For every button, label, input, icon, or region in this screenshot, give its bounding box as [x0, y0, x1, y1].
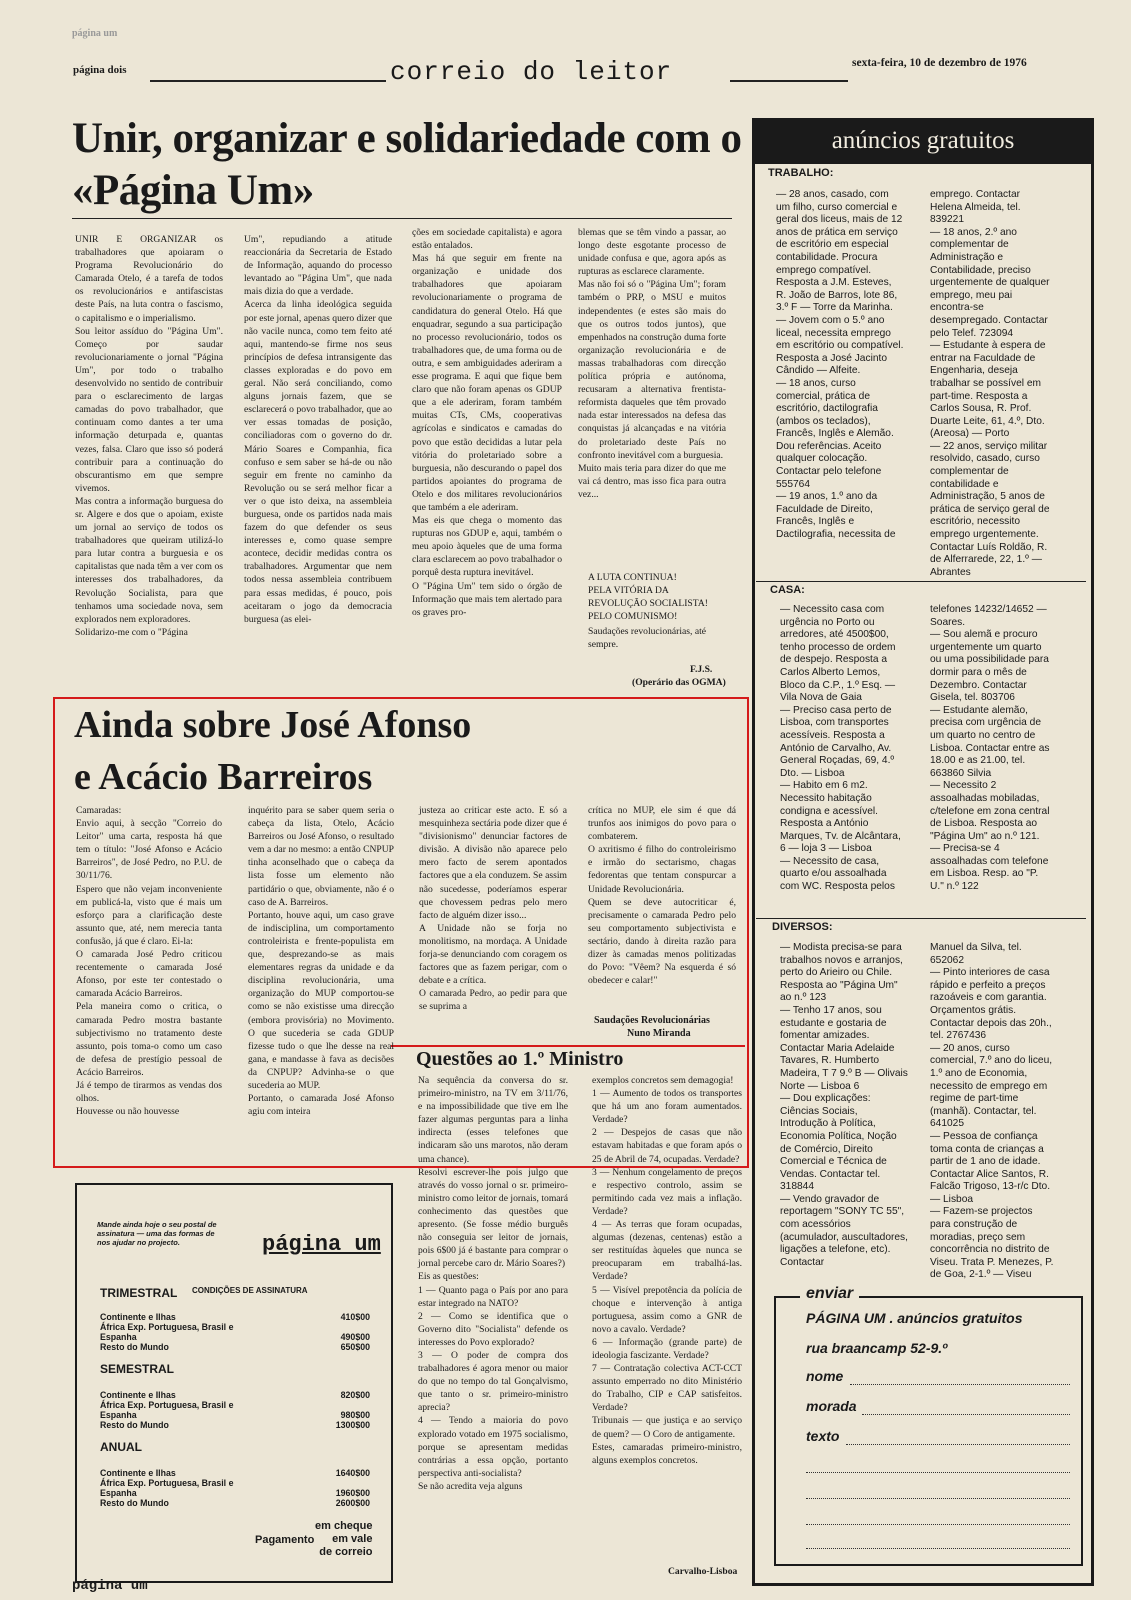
- price-label: Resto do Mundo: [100, 1342, 169, 1352]
- article1-headline: Unir, organizar e solidariedade com o «Página Um»: [72, 115, 742, 214]
- coupon-field-address: morada: [806, 1398, 857, 1414]
- price-value: 980$00: [340, 1410, 370, 1420]
- article1-closing: Saudações revolucionárias, até sempre.: [588, 626, 707, 650]
- coupon-address: rua braancamp 52-9.º: [806, 1340, 948, 1356]
- price-label: África Exp. Portuguesa, Brasil e Espanha: [100, 1478, 234, 1498]
- article1-signature-org: (Operário das OGMA): [632, 677, 726, 688]
- price-value: 2600$00: [335, 1498, 370, 1508]
- price-value: 1300$00: [335, 1420, 370, 1430]
- ads-diversos-col2: Manuel da Silva, tel. 652062 — Pinto interiores de casa rápido e perfeito a preços razoáveis e com garantia. Orçamentos grátis. Contactar depois das 20h., tel. 2767436 — 20 anos, curso comercial, 7.º ano do liceu, 1.º ano de Economia, necessito de emprego em regime de part-time (manhã). Contactar, tel. 641025 — Pessoa de confiança toma conta de crianças a partir de 1 ano de idade. Contactar Alice Santos, R. Falcão Trigoso, 13-r/c Dto. — Lisboa — Fazem-se projectos para construção de moradias, preço sem concorrência no distrito de Viseu. Trata P. Menezes, P. de Goa, 2-1.º — Viseu: [930, 942, 1054, 1281]
- top-left-mark: página um: [72, 28, 118, 39]
- price-value: 1640$00: [335, 1468, 370, 1478]
- ads-section-casa: CASA:: [770, 584, 805, 596]
- coupon-field-name: nome: [806, 1368, 844, 1384]
- footer-logo: página um: [72, 1578, 148, 1594]
- ads-diversos-col1: — Modista precisa-se para trabalhos novos e arranjos, perto do Arieiro ou Chile. Resposta ao "Página Um" ao n.º 123 — Tenho 17 anos, sou estudante e gostaria de fomentar amizades. Contactar Maria Adelaide Tavares, R. Humberto Madeira, T 7 9.º B — Olivais Norte — Lisboa 6 — Dou explicações: Ciências Sociais, Introdução à Política, Economia Política, Noção de Comércio, Direito Comercial e Técnica de Vendas. Contactar tel. 318844 — Vendo gravador de reportagem "SONY TC 55", com acessórios (acumulador, auscultadores, ligações a telefone, etc). Contactar: [780, 942, 908, 1268]
- price-label: Resto do Mundo: [100, 1420, 169, 1430]
- article2-signature: Nuno Miranda: [627, 1028, 691, 1039]
- price-label: Continente e Ilhas: [100, 1468, 176, 1478]
- article3-headline: Questões ao 1.º Ministro: [416, 1048, 624, 1070]
- price-label: Resto do Mundo: [100, 1498, 169, 1508]
- ads-casa-col1: — Necessito casa com urgência no Porto ou arredores, até 4500$00, tenho processo de ordem de despejo. Resposta a Carlos Alberto Lemos, Bloco da C.P., 1.º Esq. — Vila Nova de Gaia — Preciso casa perto de Lisboa, com transportes acessíveis. Resposta a António de Carvalho, Av. General Roçadas, 69, 4.º Dto. — Lisboa — Habito em 6 m2. Necessito habitação condigna e acessível. Resposta a António Marques, Tv. de Alcântara, 6 — loja 3 — Lisboa — Necessito de casa, quarto e/ou assoalhada com WC. Resposta pelos: [780, 604, 901, 893]
- coupon-line1: PÁGINA UM . anúncios gratuitos: [806, 1310, 1023, 1326]
- article2-headline-line1: Ainda sobre José Afonso: [74, 704, 472, 746]
- subscription-block-title: ANUAL: [100, 1440, 142, 1454]
- article1-signature: F.J.S.: [690, 664, 713, 675]
- subscription-logo: página um: [262, 1232, 381, 1257]
- price-value: 820$00: [340, 1390, 370, 1400]
- article1-col1: UNIR E ORGANIZAR os trabalhadores que apoiaram o Programa Revolucionário do Camarada Otelo, é a tarefa de todos os revolucionários e antifascistas deste País, na luta contra o fascismo, o capitalismo e o imperialismo. Sou leitor assíduo do "Página Um". Começo por saudar revolucionariamente o jornal "Página Um", por todo o trabalho desenvolvido no sentido de contribuir para o esclarecimento de largas camadas do povo trabalhador, que continuam como dantes a ter uma informação deturpada e, quantas vezes, falsa. Claro que isso só poderá contribuir para a continuação do obscurantismo em que sempre vivemos. Mas contra a informação burguesa do sr. Algere e dos que o apoiam, existe um jornal ao serviço de todos os trabalhadores que queiram utilizá-lo para lutar contra a burguesia e os capitalistas que nada têm a ver com os interesses dos trabalhadores, da Revolução Socialista, para que tenhamos uma sociedade nova, sem explorados nem exploradores. Solidarizo-me com o "Página: [75, 234, 223, 638]
- ads-section-trabalho: TRABALHO:: [768, 167, 834, 179]
- coupon-text-line[interactable]: [806, 1548, 1070, 1549]
- subscription-block-title: TRIMESTRAL: [100, 1286, 178, 1300]
- ads-casa-col2: telefones 14232/14652 — Soares. — Sou alemã e procuro urgentemente um quarto ou uma possibilidade para dormir para o mês de Dezembro. Contactar Gisela, tel. 803706 — Estudante alemão, precisa com urgência de um quarto no centro de Lisboa. Contactar entre as 18.00 e as 21.00, tel. 663860 Silvia — Necessito 2 assoalhadas mobiladas, c/telefone em zona central de Lisboa. Resposta ao "Página Um" ao n.º 121. — Precisa-se 4 assoalhadas com telefone em Lisboa. Resp. ao "P. U." n.º 122: [930, 604, 1050, 893]
- article2-col1: Camaradas: Envio aqui, à secção "Correio do Leitor" uma carta, resposta há que tem o título: "José Afonso e Acácio Barreiros", de José Pedro, no P.U. de 30/11/76. Espero que não vejam inconveniente em publicá-la, visto que é mais um esforço para a clarificação deste assunto que, até, nem merecia tanta confusão, já que é claro. Ei-la: O camarada José Pedro criticou recentemente o camarada José Afonso, por este ter contestado o camarada Acácio Barreiros. Pela maneira como o critica, o camarada Pedro mostra bastante subjectivismo no tratamento deste assunto, pois toma-o como um caso de defesa de prestígio pessoal de Acácio Barreiros. Já é tempo de tirarmos as vendas dos olhos. Houvesse ou não houvesse: [76, 805, 222, 1118]
- ads-title: anúncios gratuitos: [752, 118, 1094, 164]
- subscription-block-title: SEMESTRAL: [100, 1362, 175, 1376]
- ads-section-diversos: DIVERSOS:: [772, 921, 833, 933]
- article1-col4: blemas que se têm vindo a passar, ao longo deste esgotante processo de unidade confusa e que, agora após as rupturas as esclarece claramente. Mas não foi só o "Página Um"; foram também o PRP, o MSU e muitos independentes (e estes são mais do que os outros todos juntos), que empenhados na construção duma forte organização revolucionária e de massas trabalhadoras com direcção política própria e autónoma, recusaram a alternativa frentista-reformista daqueles que têm provado nada estar interessados na defesa das conquistas já alcançadas e na vitória do proletariado deste País no confronto inevitável com a burguesia. Muito mais teria para dizer do que me vai cá dentro, mas isso fica para outra vez...: [578, 227, 726, 500]
- subscription-note: Mande ainda hoje o seu postal de assinatura — uma das formas de nos ajudar no projecto.: [97, 1220, 217, 1247]
- coupon-address-line[interactable]: [862, 1414, 1070, 1415]
- price-value: 490$00: [340, 1332, 370, 1342]
- price-label: África Exp. Portuguesa, Brasil e Espanha: [100, 1322, 234, 1342]
- article3-col2: exemplos concretos sem demagogia! 1 — Aumento de todos os transportes que há um ano foram aumentados. Verdade? 2 — Despejos de casas que não estavam habitadas e que foram após o 25 de Abril de 74, ocupadas. Verdade? 3 — Nenhum congelamento de preços e respectivo controlo, assim se permitindo cada vez mais a inflação. Verdade? 4 — As terras que foram ocupadas, algumas (dezenas, centenas) estão a ser restituídas àqueles que nunca se preocuparam em trabalhá-las. Verdade? 5 — Visível prepotência da polícia de choque e intervenção à antiga portuguesa, assim como a GNR de novo a cavalo. Verdade? 6 — Informação (grande parte) de ideologia fascizante. Verdade? 7 — Contratação colectiva ACT-CCT assunto emperrado no dito Ministério do Trabalho, CIP e CAP satisfeitos. Verdade? Tribunais — que justiça e ao serviço de quem? — O Coro de antigamente. Estes, camaradas primeiro-ministro, alguns exemplos concretos.: [592, 1075, 742, 1466]
- header-date: sexta-feira, 10 de dezembro de 1976: [852, 57, 1027, 69]
- price-label: Continente e Ilhas: [100, 1390, 176, 1400]
- price-label: África Exp. Portuguesa, Brasil e Espanha: [100, 1400, 234, 1420]
- subscription-conditions: CONDIÇÕES DE ASSINATURA: [192, 1286, 308, 1295]
- coupon-text-line[interactable]: [846, 1444, 1070, 1445]
- article2-closing: Saudações Revolucionárias: [594, 1015, 710, 1026]
- price-label: Continente e Ilhas: [100, 1312, 176, 1322]
- coupon-text-line[interactable]: [806, 1524, 1070, 1525]
- page-title: correio do leitor: [390, 57, 673, 87]
- payment-options: em cheque em vale de correio: [315, 1520, 373, 1558]
- article2-col2: inquérito para se saber quem seria o cabeça da lista, Otelo, Acácio Barreiros ou José Afonso, o resultado vem a dar no mesmo: a então CNPUP tinha aconselhado que o cabeça da lista fosse um elemento não partidário o que, obviamente, não é o caso de A. Barreiros. Portanto, houve aqui, um caso grave de indisciplina, um comportamento controleirista e frente-populista em que, desprezando-se as mais elementares regras da unidade e da disciplina revolucionária, uma organização do MUP comportou-se como se não existisse uma direcção (embora provisória) no Movimento. O que sucederia se cada GDUP fizesse tudo o que lhe desse na real gana, e mandasse à fava as decisões da CNPUP? Advinha-se o que sucederia ao MUP. Portanto, o camarada José Afonso agiu com inteira: [248, 805, 394, 1118]
- article1-col2: Um", repudiando a atitude reaccionária da Secretaria de Estado de Informação, aquando do processo levantado ao "Página Um", que nada mais dizia do que a verdade. Acerca da linha ideológica seguida por este jornal, apenas quero dizer que não vacile nunca, como tem feito até aqui, mantendo-se firme nos seus princípios de defesa intransigente das classes exploradas e do povo em geral. Não será conciliando, como alguns jornais fazem, que se esclarecerá o povo trabalhador, que ao ver essas tomadas de posição, conciliadoras com o governo do dr. Mário Soares e Companhia, fica confuso e sem saber se há-de ou não seguir em frente no caminho da Revolução ou se será melhor ficar a ver o que isto deixa, na assembleia burguesa, onde os partidos nada mais fazem do que defender os seus interesses e, como quase sempre acontece, decidir medidas contra os trabalhadores. Argumentar que nem todos nessa assembleia contribuem para essas medidas, é pouco, pois aceitaram o jogo da democracia burguesa (as elei-: [244, 234, 392, 625]
- article1-slogan: A LUTA CONTINUA! PELA VITÓRIA DA REVOLUÇÃO SOCIALISTA! PELO COMUNISMO!: [588, 572, 708, 622]
- coupon-text-line[interactable]: [806, 1498, 1070, 1499]
- article2-col3: justeza ao criticar este acto. E só a mesquinheza sectária pode dizer que é "divisionismo" denunciar factores de divisão. A divisão não aparece pelo mero facto de serem apontados factores que a ela conduzem. Se assim não sucedesse, poderíamos esperar que chovessem pedras pelo mero facto de alguém dizer isso... A Unidade não se forja no monolitismo, na mordaça. A Unidade forja-se denunciando com coragem os factores que as fazem perigar, com o debate e a crítica. O camarada Pedro, ao pedir para que se suprima a: [419, 805, 567, 1013]
- payment-label: Pagamento: [255, 1534, 315, 1546]
- article1-col3: ções em sociedade capitalista) e agora estão entalados. Mas há que seguir em frente na organização e unidade dos trabalhadores que apoiaram revolucionariamente o programa de candidatura do general Otelo. Há que enquadrar, segundo a sua participação no processo revolucionário, todos os trabalhadores que, de uma forma ou de outra, e sem ambiguidades aderiram a esse programa. E aqui que fique bem claro que não foram apenas os GDUP que a ele aderiram, foram também muitas CTs, CMs, cooperativas agrícolas e sindicatos e camadas do povo que estão decididas a lutar pela vitória do proletariado sobre a burguesia, não descurando o papel dos partidos apoiantes do programa de Otelo e dos militares revolucionários que também a ele aderiram. Mas eis que chega o momento das rupturas nos GDUP e, aqui, também o meu apoio àqueles que de uma forma clara esclarecem ao povo trabalhador o porquê desta ruptura inevitável. O "Página Um" tem sido o órgão de Informação que mais tem alertado para os graves pro-: [412, 227, 562, 618]
- coupon-send: enviar: [800, 1285, 859, 1303]
- price-value: 1960$00: [335, 1488, 370, 1498]
- price-value: 410$00: [340, 1312, 370, 1322]
- ads-trabalho-col2: emprego. Contactar Helena Almeida, tel. 839221 — 18 anos, 2.º ano complementar de Administração e Contabilidade, preciso urgentemente de qualquer emprego, meu pai encontra-se desempregado. Contactar pelo Telef. 723094 — Estudante à espera de entrar na Faculdade de Engenharia, deseja trabalhar se possível em part-time. Resposta a Carlos Sousa, R. Prof. Duarte Leite, 61, 4.º, Dto. (Areosa) — Porto — 22 anos, serviço militar resolvido, casado, curso complementar de contabilidade e Administração, 5 anos de prática de serviço geral de escritório, necessito emprego urgentemente. Contactar Luís Roldão, R. de Alferrarede, 22, 1.º — Abrantes: [930, 189, 1050, 578]
- article3-col1: Na sequência da conversa do sr. primeiro-ministro, na TV em 3/11/76, e na impossibilidade que tive em lhe fazer algumas perguntas para a linha indirecta (esses telefones que indicaram são uns marotos, não deram uma chance). Resolvi escrever-lhe pois julgo que através do vosso jornal o sr. primeiro-ministro como leitor de jornais, tomará conhecimento das questões que apresento. (Se fosse médio burguês não conseguia ser leitor de jornais, pois 6$00 já é bastante para comprar o jornal percebe caro dr. Mário Soares?) Eis as questões: 1 — Quanto paga o País por ano para estar integrado na NATO? 2 — Como se identifica que o Governo dito "Socialista" defende os interesses do Povo explorado? 3 — O poder de compra dos trabalhadores é agora menor ou maior do que no tempo do tal Gonçalvismo, que tanto o sr. primeiro-ministro apreciа? 4 — Tendo a maioria do povo explorado votado em 1975 socialismo, porque se apresentam medidas contrárias a essa opção, portanto perspectiva anti-socialista? Se não acredita veja alguns: [418, 1075, 568, 1492]
- article2-col4: crítica no MUP, ele sim é que dá trunfos aos inimigos do povo para o combaterem. O axritismo é filho do controleirismo e irmão do sectarismo, chagas fedorentas que tentam conspurcar a Unidade Revolucionária. Quem se deve autocriticar é, precisamente o camarada Pedro pelo seu comportamento subjectivista e sectário, dando à direita razão para dizer às camadas menos politizadas do Povo: "Vêem? Na esquerda é só obedecer e calar!": [588, 805, 736, 987]
- price-value: 650$00: [340, 1342, 370, 1352]
- coupon-name-line[interactable]: [850, 1384, 1070, 1385]
- article3-signature: Carvalho-Lisboa: [668, 1566, 738, 1577]
- ads-trabalho-col1: — 28 anos, casado, com um filho, curso comercial e geral dos liceus, mais de 12 anos de prática em serviço de escritório em especial contabilidade. Procura emprego compatível. Resposta a J.M. Esteves, R. João de Barros, lote 86, 3.º F — Torre da Marinha. — Jovem com o 5.º ano liceal, necessita emprego em escritório ou compatível. Resposta a José Jacinto Cândido — Alfeite. — 18 anos, curso comercial, prática de escritório, dactilografia (ambos os teclados), Francês, Inglês e Alemão. Dou referências. Aceito qualquer colocação. Contactar pelo telefone 555764 — 19 anos, 1.º ano da Faculdade de Direito, Francês, Inglês e Dactilografia, necessita de: [776, 189, 904, 541]
- article2-headline-line2: e Acácio Barreiros: [74, 756, 373, 798]
- section-label: página dois: [73, 64, 127, 76]
- coupon-field-text: texto: [806, 1428, 840, 1444]
- coupon-text-line[interactable]: [806, 1472, 1070, 1473]
